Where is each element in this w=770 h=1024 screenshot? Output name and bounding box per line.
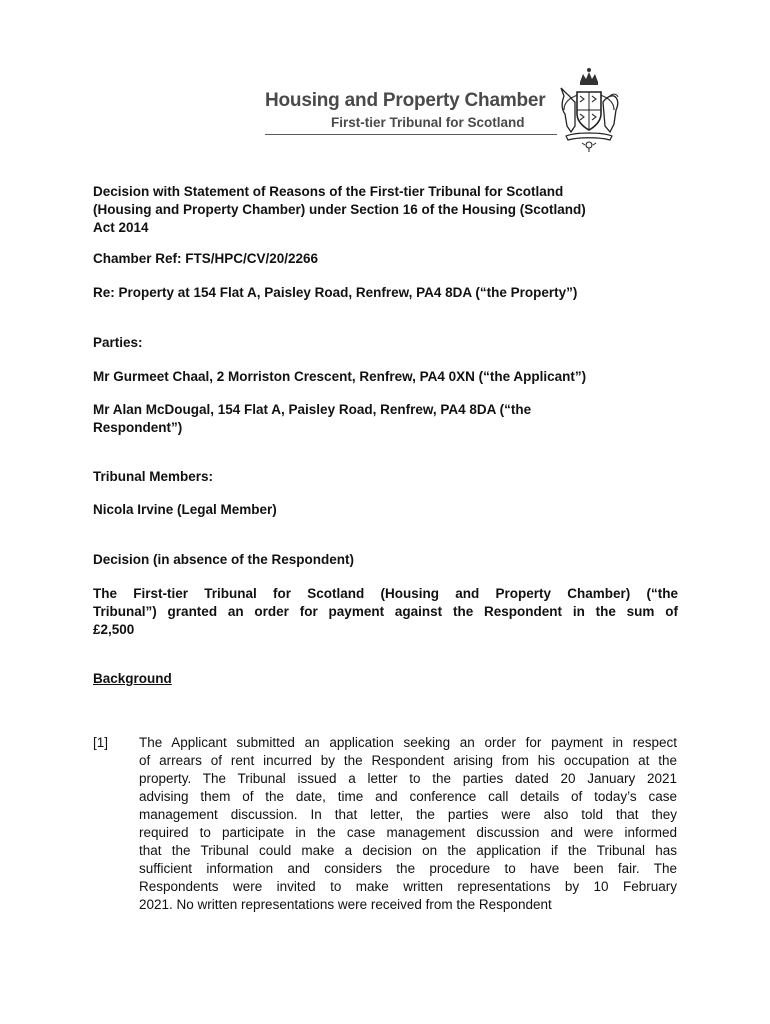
decision-text bbox=[93, 585, 678, 639]
decision-line: Tribunal”) granted an order for payment against the Respondent in the sum of bbox=[93, 604, 678, 619]
applicant-details: Mr Gurmeet Chaal, 2 Morriston Crescent, Renfrew, PA4 0XN (“the Applicant”) bbox=[93, 369, 587, 384]
decision-line: £2,500 bbox=[93, 622, 135, 637]
paragraph-line: property. The Tribunal issued a letter to the parties dated 20 January 2021 bbox=[139, 771, 677, 786]
chamber-reference: Chamber Ref: FTS/HPC/CV/20/2266 bbox=[93, 251, 319, 266]
paragraph-number: [1] bbox=[93, 735, 109, 750]
royal-coat-of-arms-icon bbox=[558, 66, 620, 152]
heading-line: Act 2014 bbox=[93, 220, 149, 235]
tribunal-members-heading: Tribunal Members: bbox=[93, 469, 214, 484]
respondent-line: Mr Alan McDougal, 154 Flat A, Paisley Road, Renfrew, PA4 8DA (“the bbox=[93, 402, 532, 417]
decision-line: The First-tier Tribunal for Scotland (Housing and Property Chamber) (“the bbox=[93, 586, 678, 601]
respondent-details bbox=[93, 401, 678, 437]
paragraph-line: 2021. No written representations were received from the Respondent bbox=[139, 897, 552, 912]
paragraph-line: advising them of the date, time and conference call details of today’s case bbox=[139, 789, 677, 804]
chamber-title: Housing and Property Chamber bbox=[265, 90, 546, 111]
decision-heading: Decision (in absence of the Respondent) bbox=[93, 552, 355, 567]
paragraph-line: sufficient information and considers the procedure to have been fair. The bbox=[139, 861, 677, 876]
heading-line: Decision with Statement of Reasons of the First-tier Tribunal for Scotland bbox=[93, 184, 564, 199]
page-header bbox=[262, 66, 622, 156]
paragraph-1-text bbox=[139, 734, 677, 914]
paragraph-line: Respondents were invited to make written representations by 10 February bbox=[139, 879, 677, 894]
paragraph-line: management discussion. In that letter, the parties were also told that they bbox=[139, 807, 677, 822]
parties-heading: Parties: bbox=[93, 335, 143, 350]
paragraph-line: The Applicant submitted an application seeking an order for payment in respect bbox=[139, 735, 677, 750]
header-divider bbox=[265, 134, 557, 135]
paragraph-line: that the Tribunal could make a decision on the application if the Tribunal has bbox=[139, 843, 677, 858]
tribunal-member: Nicola Irvine (Legal Member) bbox=[93, 502, 277, 517]
paragraph-line: required to participate in the case management discussion and were informed bbox=[139, 825, 677, 840]
property-reference: Re: Property at 154 Flat A, Paisley Road, Renfrew, PA4 8DA (“the Property”) bbox=[93, 285, 578, 300]
heading-line: (Housing and Property Chamber) under Section 16 of the Housing (Scotland) bbox=[93, 202, 586, 217]
paragraph-line: of arrears of rent incurred by the Respondent arising from his occupation at the bbox=[139, 753, 677, 768]
chamber-subtitle: First-tier Tribunal for Scotland bbox=[331, 115, 525, 130]
background-heading: Background bbox=[93, 671, 172, 686]
document-heading bbox=[93, 183, 678, 237]
respondent-line: Respondent”) bbox=[93, 420, 183, 435]
